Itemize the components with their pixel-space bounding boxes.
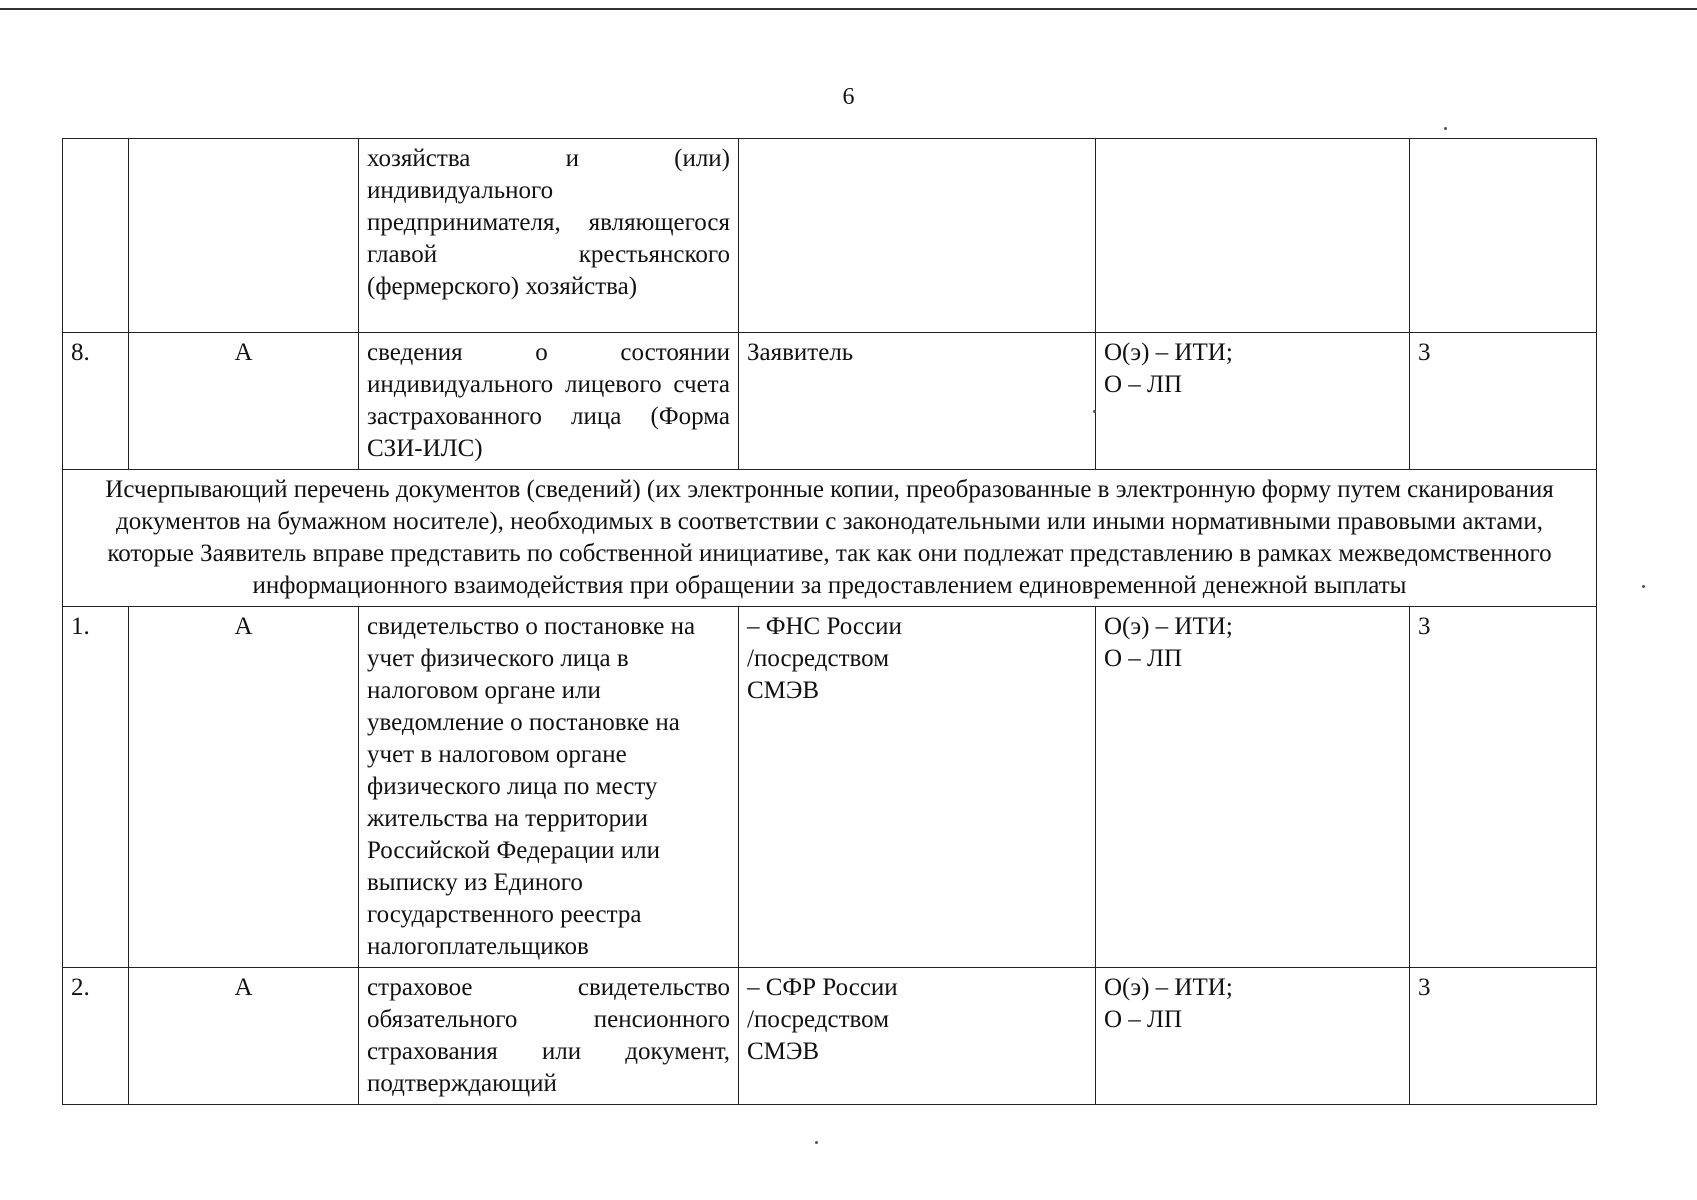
row-days: 3 [1410,968,1597,1105]
scan-speck [1444,127,1447,130]
row-method [1096,333,1410,470]
scan-speck [815,1141,818,1144]
source-line: СМЭВ [747,677,820,704]
method-line: О – ЛП [1104,1006,1183,1033]
row-number: 8. [63,333,129,470]
table-row [63,333,1597,470]
row-source: Заявитель [739,333,1096,470]
source-line: /посредством [747,645,890,672]
row-number [63,139,129,333]
row-method [1096,607,1410,968]
source-line: /посредством [747,1006,890,1033]
method-line: О(э) – ИТИ; [1104,613,1233,640]
row-description: сведения о состоянии индивидуального лицевого счета застрахованного лица (Форма СЗИ-ИЛС) [359,333,739,470]
section-header-row [63,470,1597,607]
section-header: Исчерпывающий перечень документов (сведений) (их электронные копии, преобразованные в электронную форму путем сканирования документов на бумажном носителе), необходимых в соответствии с законодательными или иными нормативными правовыми актами, которые Заявитель вправе представить по собственной инициативе, так как они подлежат представлению в рамках межведомственного информационного взаимодействия при обращении за предоставлением единовременной денежной выплаты [63,470,1597,607]
method-line: О(э) – ИТИ; [1104,974,1233,1001]
row-category: А [129,333,359,470]
scan-speck [1093,410,1096,413]
row-number: 1. [63,607,129,968]
table-row [63,139,1597,333]
row-method [1096,139,1410,333]
row-method [1096,968,1410,1105]
source-line: – ФНС России [747,613,902,640]
row-description: страховое свидетельство обязательного пенсионного страхования или документ, подтверждающий [359,968,739,1105]
method-line: О – ЛП [1104,371,1183,398]
row-category [129,139,359,333]
page-number: 6 [842,84,855,110]
documents-table [62,138,1597,1105]
method-line: О – ЛП [1104,645,1183,672]
row-category: А [129,607,359,968]
row-days [1410,139,1597,333]
source-line: – СФР России [747,974,898,1001]
row-category: А [129,968,359,1105]
row-number: 2. [63,968,129,1105]
row-source [739,139,1096,333]
row-days: 3 [1410,607,1597,968]
row-description: свидетельство о постановке на учет физического лица в налоговом органе или уведомление о постановке на учет в налоговом органе физического лица по месту жительства на территории Российской Федерации или выписку из Единого государственного реестра налогоплательщиков [359,607,739,968]
top-rule [0,8,1697,10]
row-description: хозяйства и (или) индивидуального предпринимателя, являющегося главой крестьянского (фермерского) хозяйства) [359,139,739,333]
table-row [63,968,1597,1105]
row-days: 3 [1410,333,1597,470]
method-line: О(э) – ИТИ; [1104,339,1233,366]
table-row [63,607,1597,968]
row-source [739,968,1096,1105]
row-source [739,607,1096,968]
source-line: СМЭВ [747,1038,820,1065]
scan-speck [1642,585,1645,588]
